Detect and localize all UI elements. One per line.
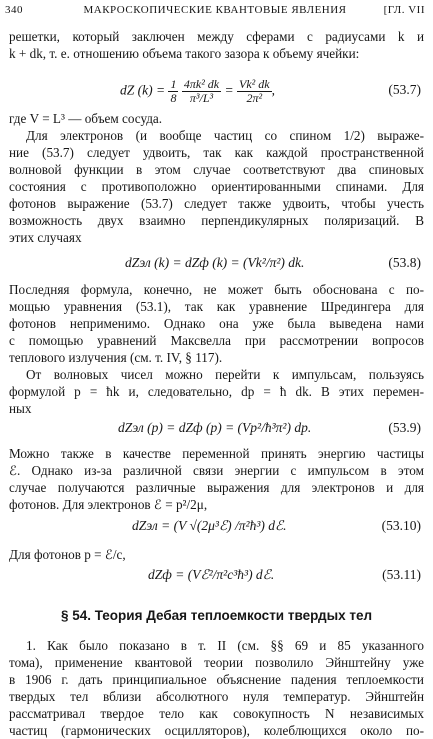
equation-53-9	[0, 420, 433, 442]
equation-53-7	[0, 70, 433, 106]
equation-number: (53.8)	[388, 255, 421, 270]
page-number: 340	[5, 4, 23, 16]
equation-number: (53.7)	[388, 82, 421, 97]
text-line: твердых тел вблизи абсолютного нуля температур. Эйнштейн	[9, 689, 424, 704]
text-line: Для фотонов p = ℰ/c,	[9, 547, 126, 562]
text-line: рассматривал твердое тело как совокупность N независимых	[9, 706, 424, 721]
text-line: в 1906 г. дать принципиальное объяснение падения теплоемкости	[9, 672, 424, 687]
text-line: решетки, который заключен между сферами с радиусами k и	[9, 29, 424, 44]
text-line: ℰ. Однако из-за различной связи энергии с импульсом в этом	[9, 463, 424, 478]
chapter-label: [ГЛ. VII	[383, 4, 425, 16]
text-line: состояния с противоположно ориентированными спинами. Для	[9, 179, 424, 194]
equation-53-11	[0, 567, 433, 589]
eq-lhs: dZ (k) =	[120, 82, 166, 98]
equation-number: (53.11)	[382, 567, 421, 582]
text-line: тома), применение квантовой теории позволило Эйнштейну уже	[9, 655, 424, 670]
section-title: § 54. Теория Дебая теплоемкости твердых тел	[60, 608, 373, 623]
running-title: МАКРОСКОПИЧЕСКИЕ КВАНТОВЫЕ ЯВЛЕНИЯ	[83, 4, 347, 16]
text-line: случае получаются различные выражения для электронов и для	[9, 480, 424, 495]
text-line: фотонов неприменимо. Однако она уже была выведена нами	[9, 316, 424, 331]
fraction: $\frac{\text{4πk² dk}}{\text{π³/L³}}$	[183, 77, 220, 105]
text-line: ных	[9, 401, 32, 416]
equation-53-8	[0, 255, 433, 277]
text-line: этих случаях	[9, 230, 82, 245]
text-line: теплового излучения (см. т. IV, § 117).	[9, 350, 223, 365]
eq-sign: =	[224, 82, 234, 98]
text-line: где V = L³ — объем сосуда.	[9, 111, 163, 126]
text-line: частиц (гармонических осцилляторов), колеблющихся около по-	[9, 723, 424, 738]
eq-body: dZф = (Vℰ²/π²c³ħ³) dℰ.	[148, 567, 275, 582]
text-line: k + dk, т. е. отношению объема такого зазора к объему ячейки:	[9, 46, 360, 61]
text-line: Последняя формула, конечно, не может быть обоснована с по-	[9, 282, 424, 297]
eq-body: dZэл = (V √(2μ³ℰ) /π²ħ³) dℰ.	[132, 518, 287, 533]
eq-tail: ,	[271, 82, 275, 98]
text-line: волновой функции в этом случае соответствуют два спиновых	[9, 162, 424, 177]
text-line: мощью уравнения (53.1), так как уравнение Шредингера для	[9, 299, 424, 314]
fraction: $\frac{\text{Vk² dk}}{\text{2π²}}$	[239, 77, 270, 105]
fraction: $\frac{1}{8}$	[170, 77, 177, 105]
text-line: формулой p = ħk и, следовательно, dp = ħ dk. В этих перемен-	[9, 384, 424, 399]
text-line: Можно также в качестве переменной принять энергию частицы	[9, 446, 424, 461]
text-line: ние (53.7) следует удвоить, так как каждой пространственной	[9, 145, 424, 160]
equation-53-10	[0, 518, 433, 540]
text-line: 1. Как было показано в т. II (см. §§ 69 и 85 указанного	[26, 638, 424, 653]
eq-body: dZэл (k) = dZф (k) = (Vk²/π²) dk.	[125, 255, 305, 270]
eq-body: dZэл (p) = dZф (p) = (Vp²/ħ³π²) dp.	[118, 420, 312, 435]
equation-number: (53.9)	[388, 420, 421, 435]
equation-number: (53.10)	[381, 518, 421, 533]
text-line: возможность двух взаимно перпендикулярных поляризаций. В	[9, 213, 424, 228]
text-line: фотонов выражение (53.7) следует также удвоить, чтобы учесть	[9, 196, 424, 211]
text-line: с помощью уравнений Максвелла при рассмотрении вопросов	[9, 333, 424, 348]
text-line: От волновых чисел можно перейти к импульсам, пользуясь	[26, 367, 424, 382]
text-line: Для электронов (и вообще частиц со спином 1/2) выраже-	[26, 128, 424, 143]
page-header	[5, 4, 425, 20]
text-line: фотонов. Для электронов ℰ = p²/2μ,	[9, 497, 208, 512]
